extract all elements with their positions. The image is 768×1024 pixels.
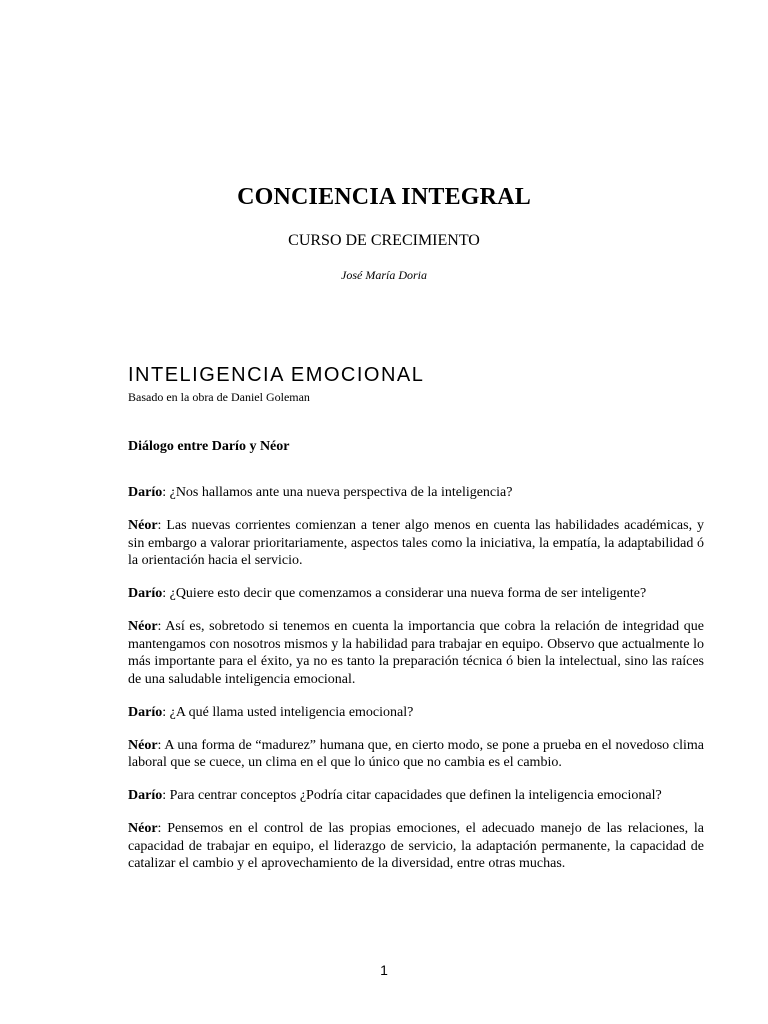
section-subheading: Basado en la obra de Daniel Goleman	[128, 390, 310, 404]
dialog-title: Diálogo entre Darío y Néor	[128, 439, 290, 454]
dialog-paragraph	[128, 737, 704, 772]
dialog-text: : Así es, sobretodo si tenemos en cuenta la importancia que cobra la relación de integridad que mantengamos con nosotros mismos y la habilidad para trabajar en equipo. Observo que actualmente lo más importante para el éxito, ya no es tanto la preparación técnica ó bien la intelectual, sino las raíces de una saludable inteligencia emocional.	[128, 619, 704, 687]
author-name: José María Doria	[341, 268, 427, 282]
speaker-name: Néor	[128, 737, 158, 753]
dialog-paragraph	[128, 517, 704, 570]
speaker-name: Darío	[128, 485, 163, 500]
dialog-paragraph	[128, 618, 704, 688]
speaker-name: Darío	[128, 788, 163, 803]
page-number: 1	[380, 962, 388, 978]
dialog-paragraph	[128, 484, 704, 502]
dialog-paragraph	[128, 787, 704, 805]
dialog-text: : ¿A qué llama usted inteligencia emocional?	[162, 704, 414, 720]
speaker-name: Néor	[128, 518, 158, 533]
speaker-name: Darío	[128, 586, 163, 601]
dialog-text: : A una forma de “madurez” humana que, en cierto modo, se pone a prueba en el novedoso clima laboral que se cuece, un clima en el que lo único que no cambia es el cambio.	[128, 737, 704, 770]
dialog-text: : ¿Quiere esto decir que comenzamos a considerar una nueva forma de ser inteligente?	[162, 586, 647, 601]
speaker-name: Néor	[128, 619, 158, 634]
section-heading: INTELIGENCIA EMOCIONAL	[128, 364, 425, 386]
speaker-name: Darío	[128, 704, 163, 720]
dialog-text: : Para centrar conceptos ¿Podría citar capacidades que definen la inteligencia emocional?	[162, 788, 662, 803]
dialog-body	[128, 484, 704, 888]
document-subtitle: CURSO DE CRECIMIENTO	[288, 232, 480, 249]
speaker-name: Néor	[128, 821, 158, 836]
dialog-paragraph	[128, 585, 704, 603]
dialog-paragraph	[128, 704, 704, 722]
dialog-paragraph	[128, 820, 704, 873]
dialog-text: : ¿Nos hallamos ante una nueva perspectiva de la inteligencia?	[162, 485, 513, 500]
document-title: CONCIENCIA INTEGRAL	[237, 184, 531, 210]
dialog-text: : Las nuevas corrientes comienzan a tener algo menos en cuenta las habilidades académicas, y sin embargo a valorar prioritariamente, aspectos tales como la iniciativa, la empatía, la adaptabilidad ó la orientación hacia el servicio.	[128, 518, 704, 568]
dialog-text: : Pensemos en el control de las propias emociones, el adecuado manejo de las relaciones, la capacidad de trabajar en equipo, el liderazgo de servicio, la adaptación permanente, la capacidad de catalizar el cambio y el aprovechamiento de la diversidad, entre otras muchas.	[128, 821, 704, 871]
